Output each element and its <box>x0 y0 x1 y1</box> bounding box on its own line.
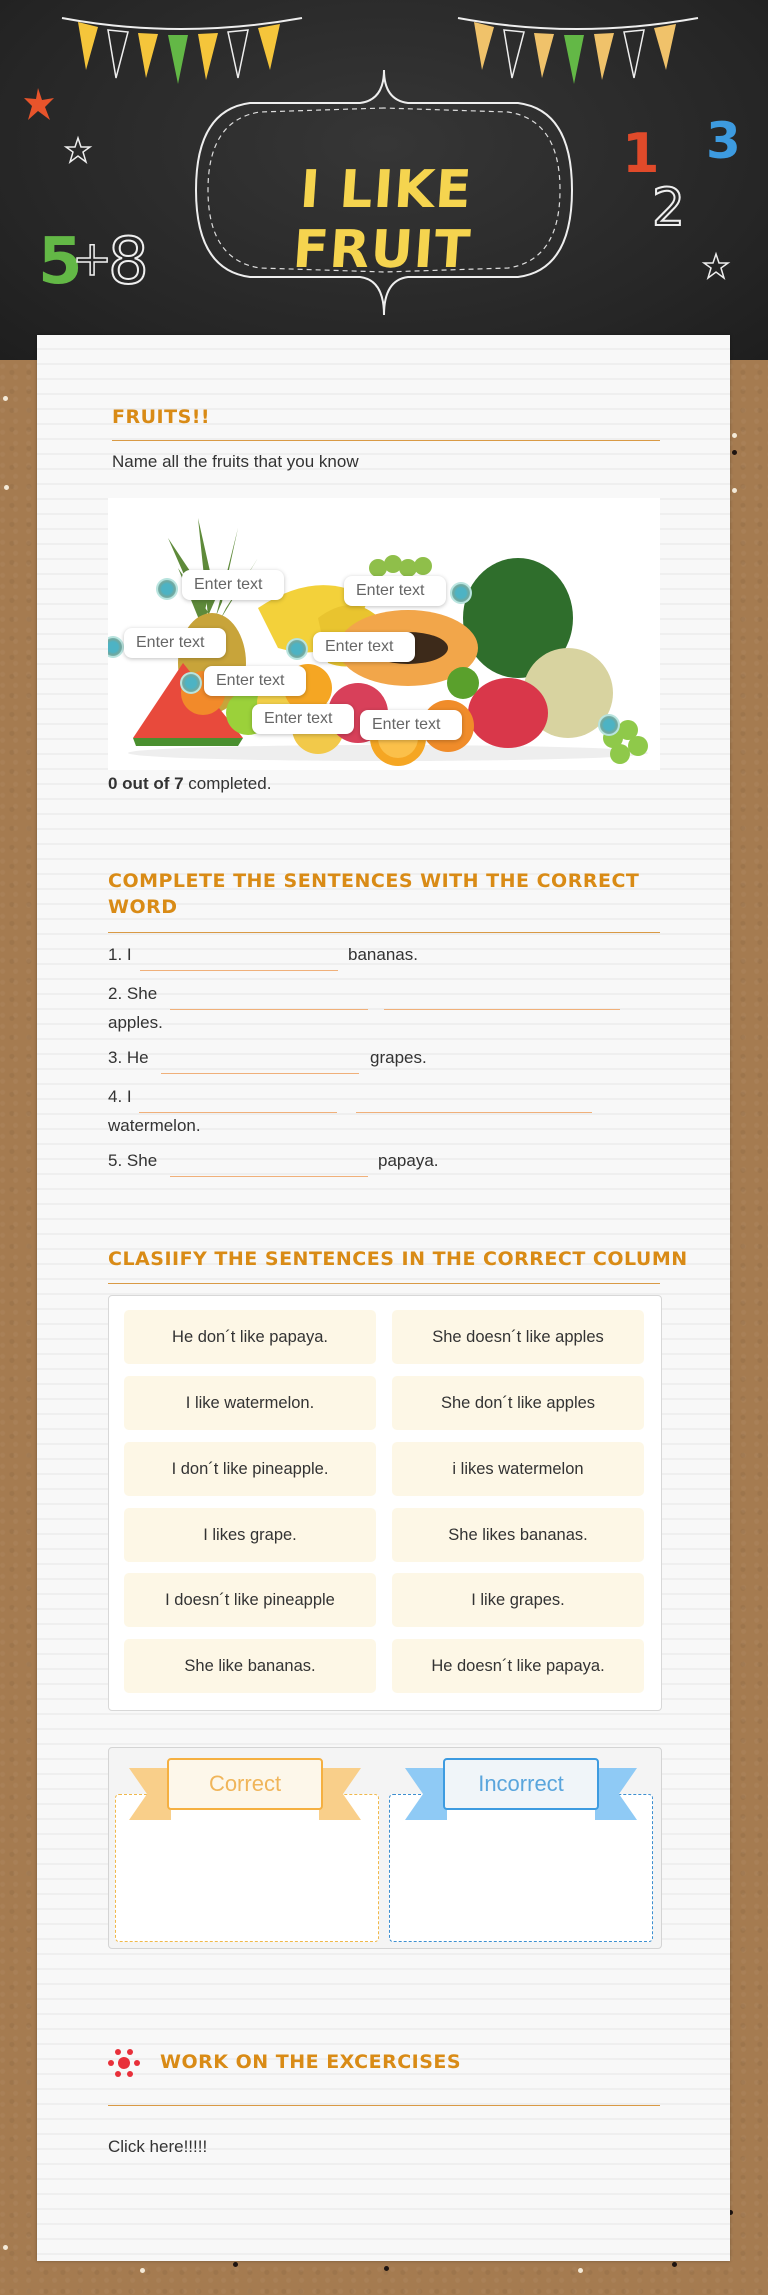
draggable-card[interactable]: He doesn´t like papaya. <box>392 1639 644 1693</box>
draggable-card[interactable]: She like bananas. <box>124 1639 376 1693</box>
exercises-link[interactable]: Click here!!!!! <box>108 2137 208 2156</box>
sentence-suffix: grapes. <box>370 1048 427 1067</box>
chalkboard-header <box>0 0 768 360</box>
progress-count: 0 out of 7 <box>108 774 184 793</box>
card-pool <box>108 1295 662 1711</box>
star-red-icon <box>24 88 54 120</box>
hotspot-marker[interactable] <box>286 638 308 660</box>
sentence-prefix: 5. She <box>108 1151 158 1170</box>
number-three: 3 <box>706 112 741 170</box>
section-title-classify: CLASIIFY THE SENTENCES IN THE CORRECT COLUMN <box>108 1248 688 1270</box>
star-outline-icon <box>704 254 728 278</box>
hotspot-marker[interactable] <box>450 582 472 604</box>
sentence-prefix: 1. I <box>108 945 132 964</box>
draggable-card[interactable]: i likes watermelon <box>392 1442 644 1496</box>
section-divider <box>108 2105 660 2106</box>
section-title-fruits: FRUITS!! <box>112 406 211 428</box>
equation-eight: 8 <box>108 225 149 299</box>
cork-dot <box>732 450 737 455</box>
draggable-card[interactable]: He don´t like papaya. <box>124 1310 376 1364</box>
hotspot-text-input[interactable]: Enter text <box>182 570 284 600</box>
cork-dot <box>732 488 737 493</box>
sentence-suffix: apples. <box>108 1013 163 1032</box>
progress-status <box>108 774 271 794</box>
section-divider <box>108 932 660 933</box>
cork-dot <box>672 2262 677 2267</box>
section-title-work: WORK ON THE EXCERCISES <box>160 2051 462 2073</box>
star-outline-icon <box>66 138 90 162</box>
page-title: I LIKE FRUIT <box>290 160 475 280</box>
equation-five: 5 <box>38 225 83 299</box>
hotspot-text-input[interactable]: Enter text <box>344 576 446 606</box>
draggable-card[interactable]: She don´t like apples <box>392 1376 644 1430</box>
section-divider <box>112 440 660 441</box>
draggable-card[interactable]: I likes grape. <box>124 1508 376 1562</box>
sentence-suffix: papaya. <box>378 1151 439 1170</box>
sentence-prefix: 2. She <box>108 984 158 1003</box>
blank-input[interactable] <box>161 1051 359 1074</box>
cork-dot <box>578 2268 583 2273</box>
blank-input[interactable] <box>139 1090 337 1113</box>
hotspot-marker[interactable] <box>180 672 202 694</box>
virus-dots-icon <box>108 2047 140 2079</box>
hotspot-text-input[interactable]: Enter text <box>124 628 226 658</box>
draggable-card[interactable]: I doesn´t like pineapple <box>124 1573 376 1627</box>
bunting-right-icon <box>458 18 698 84</box>
sentence-suffix: bananas. <box>348 945 418 964</box>
draggable-card[interactable]: I like grapes. <box>392 1573 644 1627</box>
hotspot-marker[interactable] <box>598 714 620 736</box>
draggable-card[interactable]: She likes bananas. <box>392 1508 644 1562</box>
bunting-left-icon <box>62 18 302 84</box>
number-one: 1 <box>622 122 660 185</box>
blank-input[interactable] <box>170 1154 368 1177</box>
column-header-incorrect: Incorrect <box>443 1758 599 1810</box>
section-title-complete: COMPLETE THE SENTENCES WITH THE CORRECT WORD <box>108 870 640 918</box>
column-header-correct: Correct <box>167 1758 323 1810</box>
cork-dot <box>3 2245 8 2250</box>
classify-columns <box>108 1747 662 1949</box>
draggable-card[interactable]: She doesn´t like apples <box>392 1310 644 1364</box>
blank-input[interactable] <box>356 1090 592 1113</box>
hotspot-text-input[interactable]: Enter text <box>360 710 462 740</box>
hotspot-text-input[interactable]: Enter text <box>313 632 415 662</box>
draggable-card[interactable]: I like watermelon. <box>124 1376 376 1430</box>
cork-dot <box>3 396 8 401</box>
fruits-instruction: Name all the fruits that you know <box>112 452 359 471</box>
cork-dot <box>140 2268 145 2273</box>
sentence-prefix: 3. He <box>108 1048 149 1067</box>
equation-plus: + <box>72 231 113 287</box>
fruit-image <box>108 498 660 770</box>
blank-input[interactable] <box>384 987 620 1010</box>
hotspot-marker[interactable] <box>156 578 178 600</box>
cork-dot <box>384 2266 389 2271</box>
sentence-prefix: 4. I <box>108 1087 132 1106</box>
blank-input[interactable] <box>170 987 368 1010</box>
draggable-card[interactable]: I don´t like pineapple. <box>124 1442 376 1496</box>
hotspot-text-input[interactable]: Enter text <box>204 666 306 696</box>
hotspot-text-input[interactable]: Enter text <box>252 704 354 734</box>
number-two: 2 <box>652 178 686 238</box>
section-divider <box>108 1283 660 1284</box>
cork-dot <box>732 433 737 438</box>
cork-dot <box>233 2262 238 2267</box>
sentence-suffix: watermelon. <box>108 1116 201 1135</box>
blank-input[interactable] <box>140 948 338 971</box>
progress-suffix: completed. <box>183 774 272 793</box>
cork-dot <box>4 485 9 490</box>
